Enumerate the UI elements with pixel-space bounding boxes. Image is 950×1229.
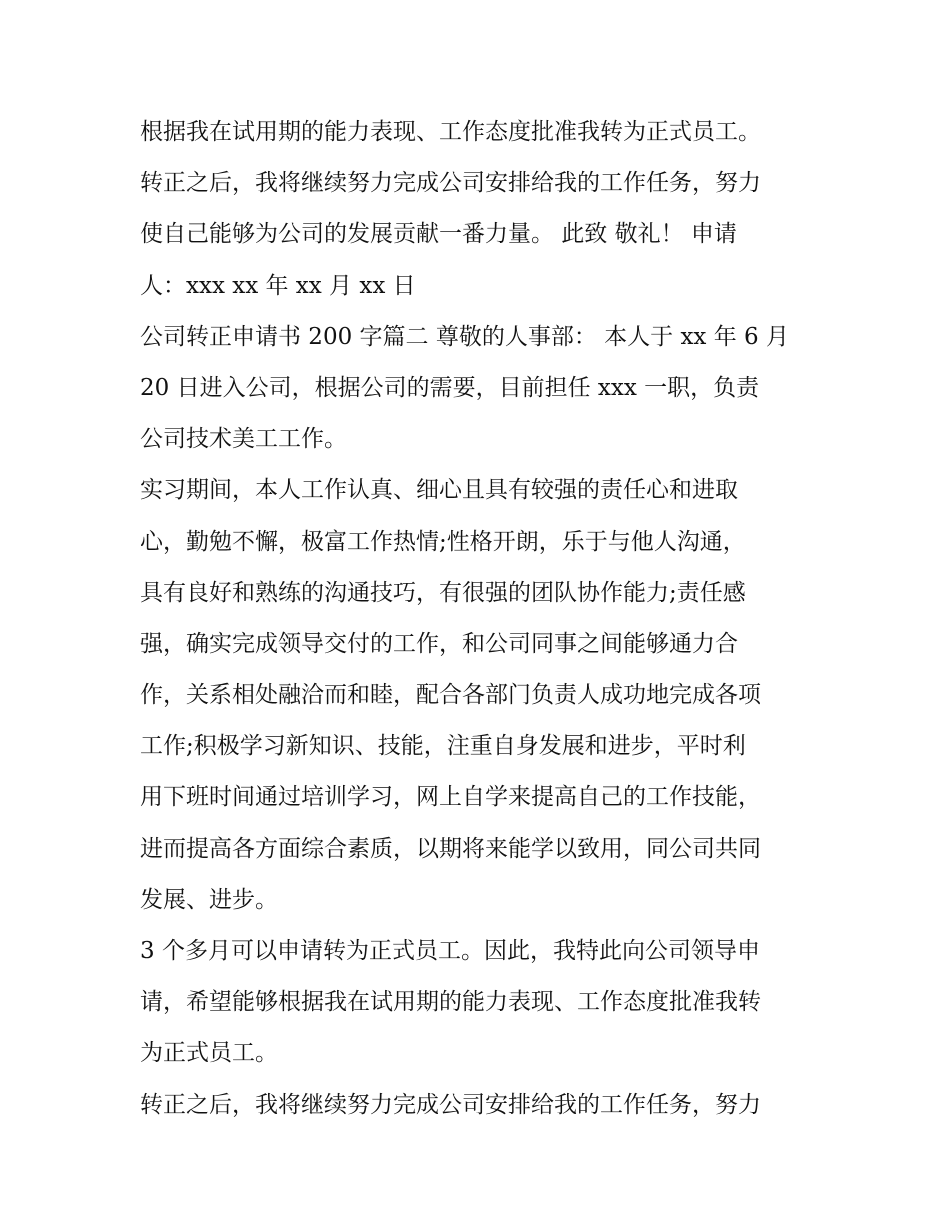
text-line: 人：xxx xx 年 xx 月 xx 日 <box>140 272 416 299</box>
text-line: 工作;积极学习新知识、技能，注重自身发展和进步，平时利 <box>140 733 746 760</box>
text-line: 转正之后，我将继续努力完成公司安排给我的工作任务，努力 <box>140 1091 761 1118</box>
text-line: 强，确实完成领导交付的工作，和公司同事之间能够通力合 <box>140 630 738 657</box>
text-line: 为正式员工。 <box>140 1040 278 1067</box>
document-body <box>140 107 830 1131</box>
text-line: 发展、进步。 <box>140 886 278 913</box>
text-line: 心，勤勉不懈，极富工作热情;性格开朗，乐于与他人沟通， <box>140 528 746 555</box>
text-line: 用下班时间通过培训学习，网上自学来提高自己的工作技能， <box>140 784 761 811</box>
text-line: 20 日进入公司，根据公司的需要，目前担任 xxx 一职，负责 <box>140 374 760 401</box>
text-line: 作，关系相处融洽而和睦，配合各部门负责人成功地完成各项 <box>140 682 761 709</box>
text-line: 实习期间，本人工作认真、细心且具有较强的责任心和进取 <box>140 477 738 504</box>
text-line: 使自己能够为公司的发展贡献一番力量。 此致 敬礼！ 申请 <box>140 221 737 248</box>
text-line: 3 个多月可以申请转为正式员工。因此，我特此向公司领导申 <box>140 938 760 964</box>
text-line: 转正之后，我将继续努力完成公司安排给我的工作任务，努力 <box>140 170 761 197</box>
text-line: 公司技术美工工作。 <box>140 426 347 453</box>
text-line: 请，希望能够根据我在试用期的能力表现、工作态度批准我转 <box>140 989 761 1016</box>
text-line: 公司转正申请书 200 字篇二 尊敬的人事部： 本人于 xx 年 6 月 <box>140 323 789 350</box>
text-line: 具有良好和熟练的沟通技巧，有很强的团队协作能力;责任感 <box>140 579 746 606</box>
text-line: 进而提高各方面综合素质，以期将来能学以致用，同公司共同 <box>140 835 761 862</box>
text-line: 根据我在试用期的能力表现、工作态度批准我转为正式员工。 <box>140 119 761 145</box>
